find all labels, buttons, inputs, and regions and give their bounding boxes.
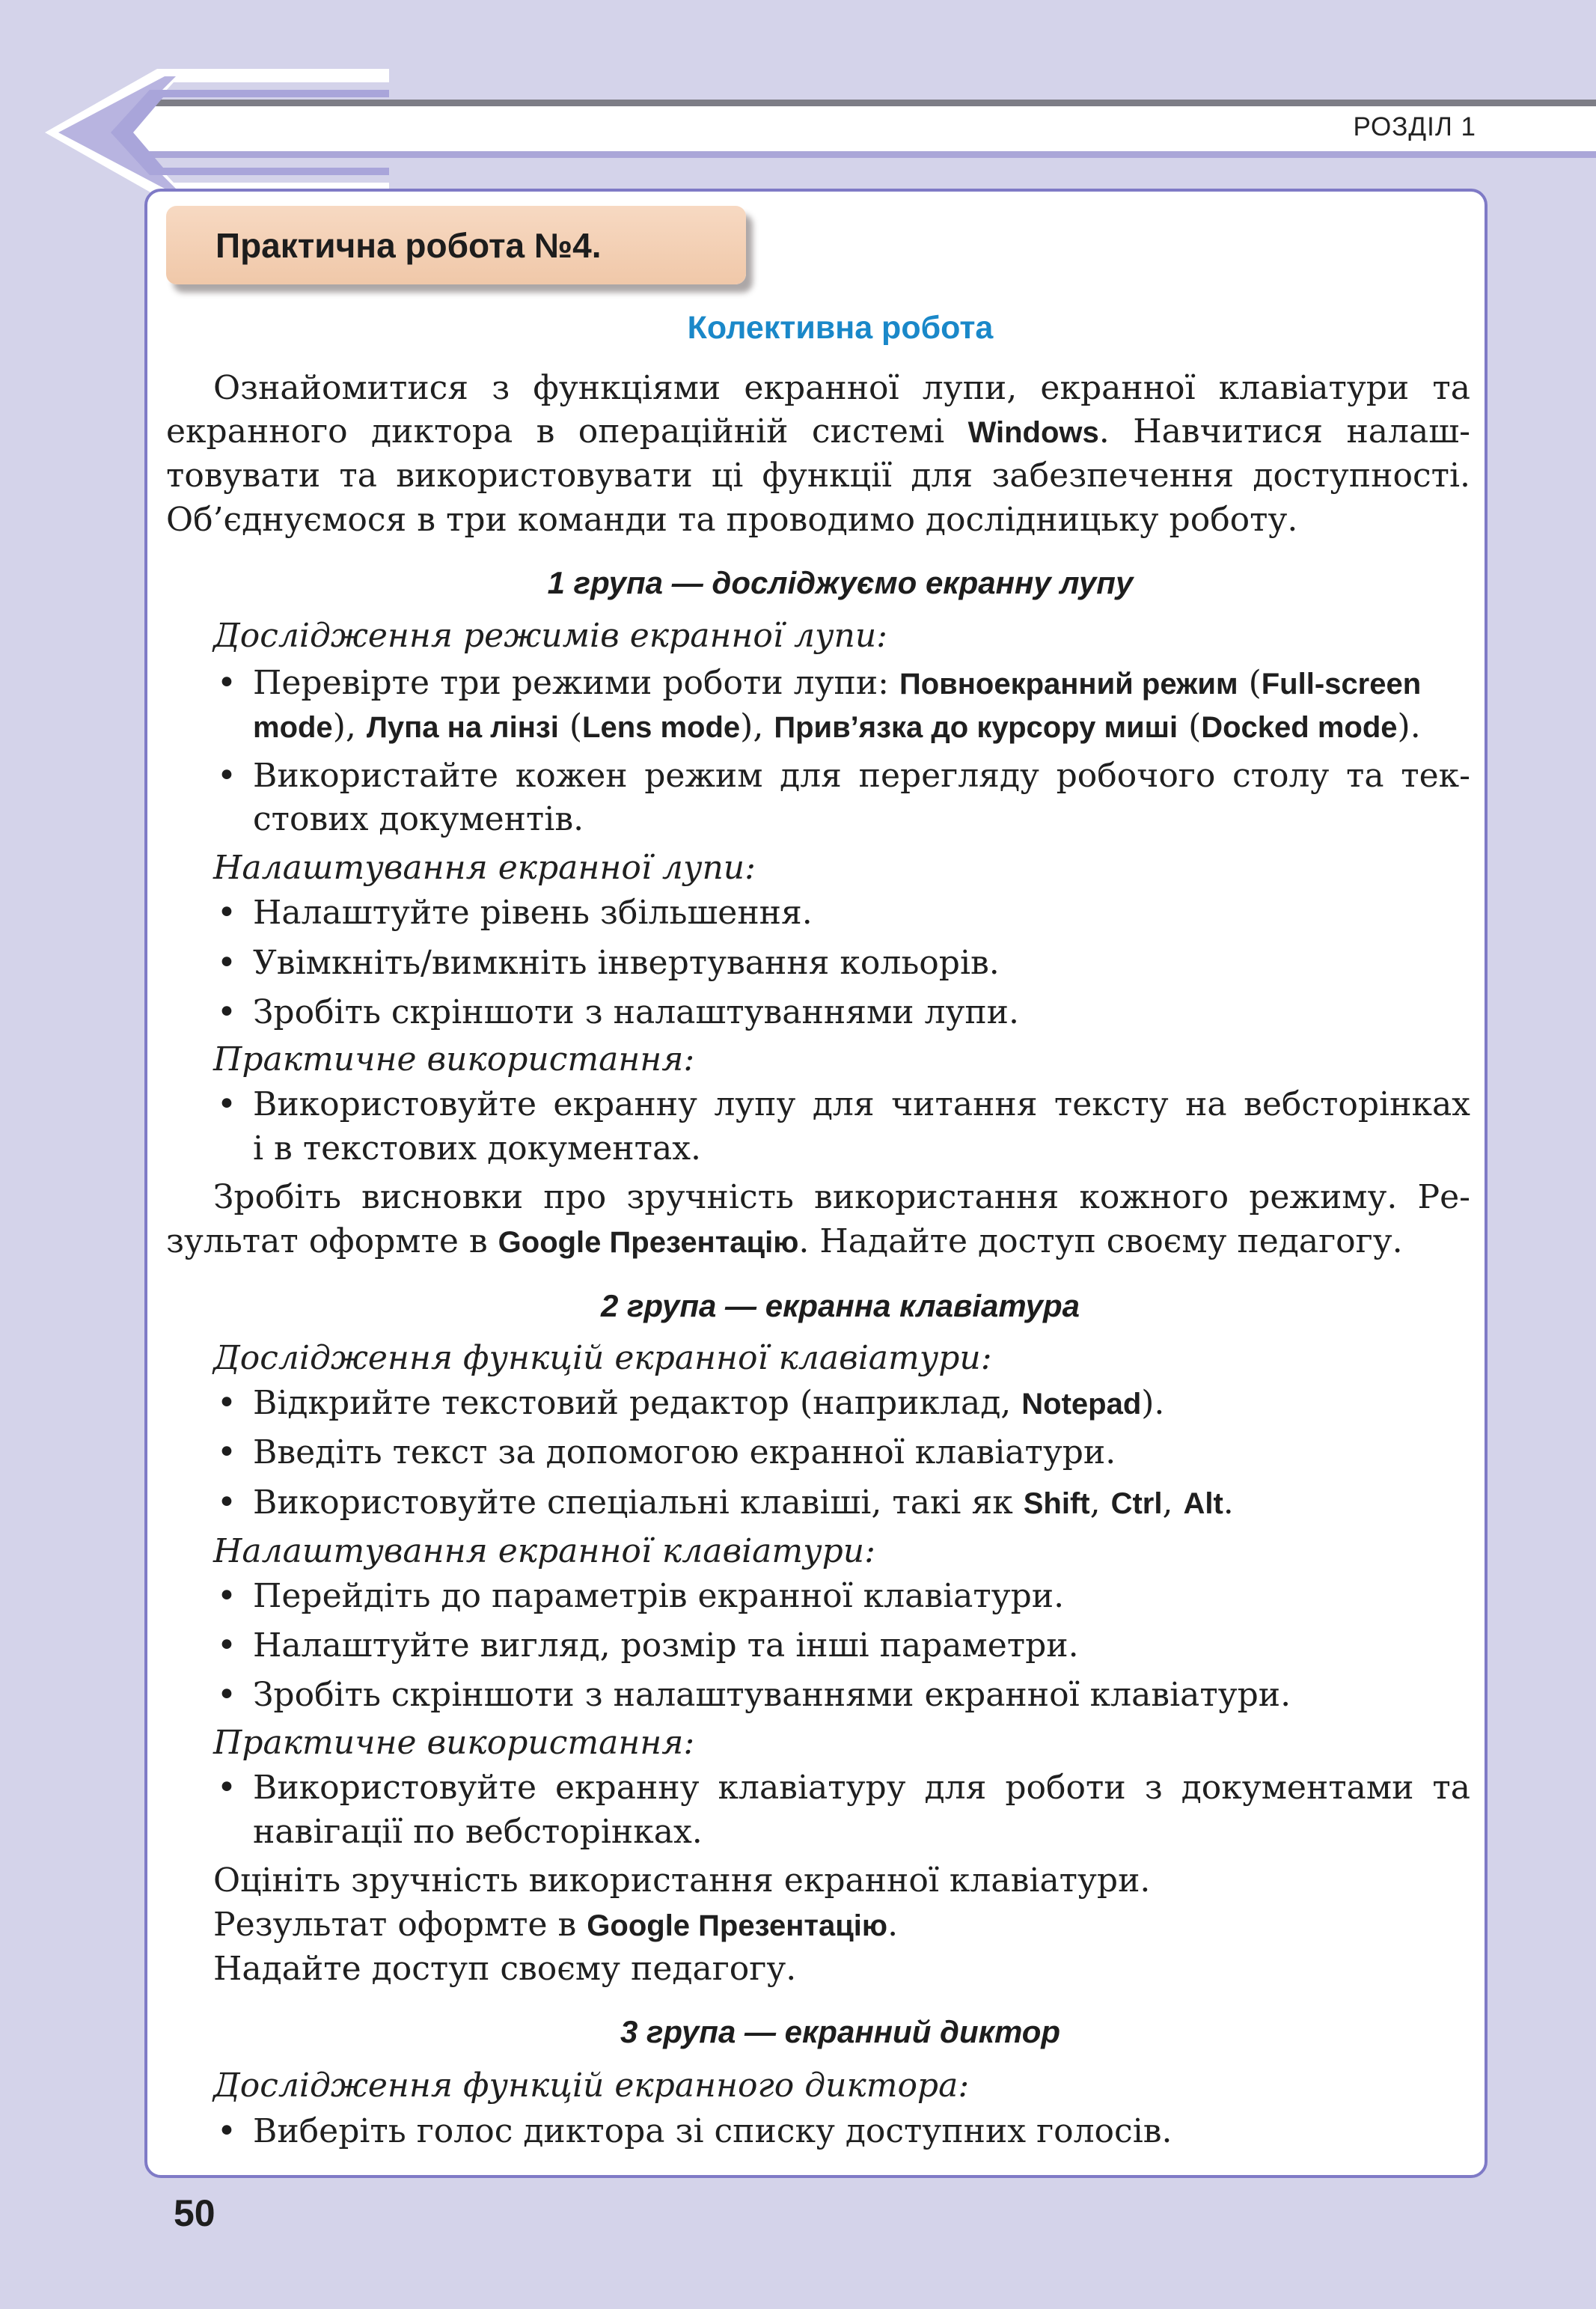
- bullet-icon: •: [217, 944, 236, 982]
- group1-heading: 1 група — досліджуємо екранну лупу: [547, 565, 1134, 600]
- bullet-icon: •: [217, 1769, 236, 1807]
- intro-line-1: Ознайомитися з функціями екранної лупи, екранної клавіатури та: [213, 369, 1470, 407]
- group1-subheading-2: Налаштування екранної лупи:: [213, 849, 756, 887]
- group2-bullet-5: Налаштуйте вигляд, розмір та інші параметри.: [253, 1626, 1079, 1665]
- intro-line-2: екранного диктора в операційній системі Windows. Навчитися налаш-: [166, 412, 1470, 451]
- group2-bullet-7-line-2: навігації по вебсторінках.: [253, 1813, 703, 1851]
- group1-bullet-6-line-2: і в текстових документах.: [253, 1129, 702, 1168]
- group1-subheading-1: Дослідження режимів екранної лупи:: [213, 617, 887, 655]
- subtitle: Колективна робота: [687, 310, 994, 346]
- group2-conclusion-line-1: Оцініть зручність використання екранної клавіатури.: [213, 1861, 1151, 1900]
- bullet-icon: •: [217, 1384, 236, 1422]
- group1-bullet-6-line-1: Використовуйте екранну лупу для читання тексту на вебсторінках: [253, 1085, 1470, 1123]
- group1-bullet-1-line-1: Перевірте три режими роботи лупи: Повноекранний режим (Full-screen: [253, 664, 1422, 702]
- group1-bullet-1-line-2: mode), Лупа на лінзі (Lens mode), Прив’язка до курсору миші (Docked mode).: [253, 707, 1421, 745]
- bullet-icon: •: [217, 1676, 236, 1714]
- bullet-icon: •: [217, 2112, 236, 2150]
- bullet-icon: •: [217, 894, 236, 932]
- group2-conclusion-line-3: Надайте доступ своєму педагогу.: [213, 1950, 797, 1988]
- intro-line-3: товувати та використовувати ці функції для забезпечення доступності.: [166, 457, 1470, 495]
- bullet-icon: •: [217, 993, 236, 1031]
- chevron-left-icon: [45, 69, 389, 196]
- group2-subheading-2: Налаштування екранної клавіатури:: [213, 1532, 875, 1570]
- intro-line-4: Об’єднуємося в три команди та проводимо дослідницьку роботу.: [166, 501, 1298, 539]
- group1-bullet-5: Зробіть скріншоти з налаштуваннями лупи.: [253, 993, 1019, 1031]
- group3-heading: 3 група — екранний диктор: [620, 2014, 1061, 2049]
- group1-bullet-2-line-2: стових документів.: [253, 800, 584, 838]
- group2-bullet-2: Введіть текст за допомогою екранної клавіатури.: [253, 1433, 1116, 1471]
- group1-conclusion-line-1: Зробіть висновки про зручність використання кожного режиму. Ре-: [213, 1178, 1470, 1216]
- bullet-icon: •: [217, 1483, 236, 1522]
- work-title: Практична робота №4.: [166, 206, 746, 284]
- bullet-icon: •: [217, 1626, 236, 1665]
- group3-subheading-1: Дослідження функцій екранного диктора:: [213, 2066, 970, 2105]
- group3-bullet-1: Виберіть голос диктора зі списку доступних голосів.: [253, 2112, 1172, 2150]
- group2-bullet-3: Використовуйте спеціальні клавіші, такі як Shift, Ctrl, Alt.: [253, 1483, 1234, 1522]
- bullet-icon: •: [217, 757, 236, 795]
- bullet-icon: •: [217, 664, 236, 702]
- group1-subheading-3: Практичне використання:: [213, 1040, 695, 1079]
- group2-bullet-7-line-1: Використовуйте екранну клавіатуру для роботи з документами та: [253, 1769, 1470, 1807]
- group2-bullet-6: Зробіть скріншоти з налаштуваннями екранної клавіатури.: [253, 1676, 1291, 1714]
- group2-conclusion-line-2: Результат оформте в Google Презентацію.: [213, 1906, 899, 1944]
- group1-conclusion-line-2: зультат оформте в Google Презентацію. Надайте доступ своєму педагогу.: [166, 1222, 1403, 1260]
- page-number: 50: [174, 2192, 215, 2234]
- bullet-icon: •: [217, 1433, 236, 1471]
- bullet-icon: •: [217, 1577, 236, 1615]
- group1-bullet-4: Увімкніть/вимкніть інвертування кольорів.: [253, 944, 1000, 982]
- section-label: РОЗДІЛ 1: [1353, 112, 1476, 141]
- group2-bullet-1: Відкрийте текстовий редактор (наприклад, Notepad).: [253, 1384, 1165, 1422]
- group2-subheading-1: Дослідження функцій екранної клавіатури:: [213, 1339, 992, 1377]
- group2-subheading-3: Практичне використання:: [213, 1724, 695, 1762]
- bullet-icon: •: [217, 1085, 236, 1123]
- group1-bullet-2-line-1: Використайте кожен режим для перегляду робочого столу та тек-: [253, 757, 1470, 795]
- group2-bullet-4: Перейдіть до параметрів екранної клавіатури.: [253, 1577, 1065, 1615]
- group1-bullet-3: Налаштуйте рівень збільшення.: [253, 894, 813, 932]
- group2-heading: 2 група — екранна клавіатура: [600, 1288, 1080, 1323]
